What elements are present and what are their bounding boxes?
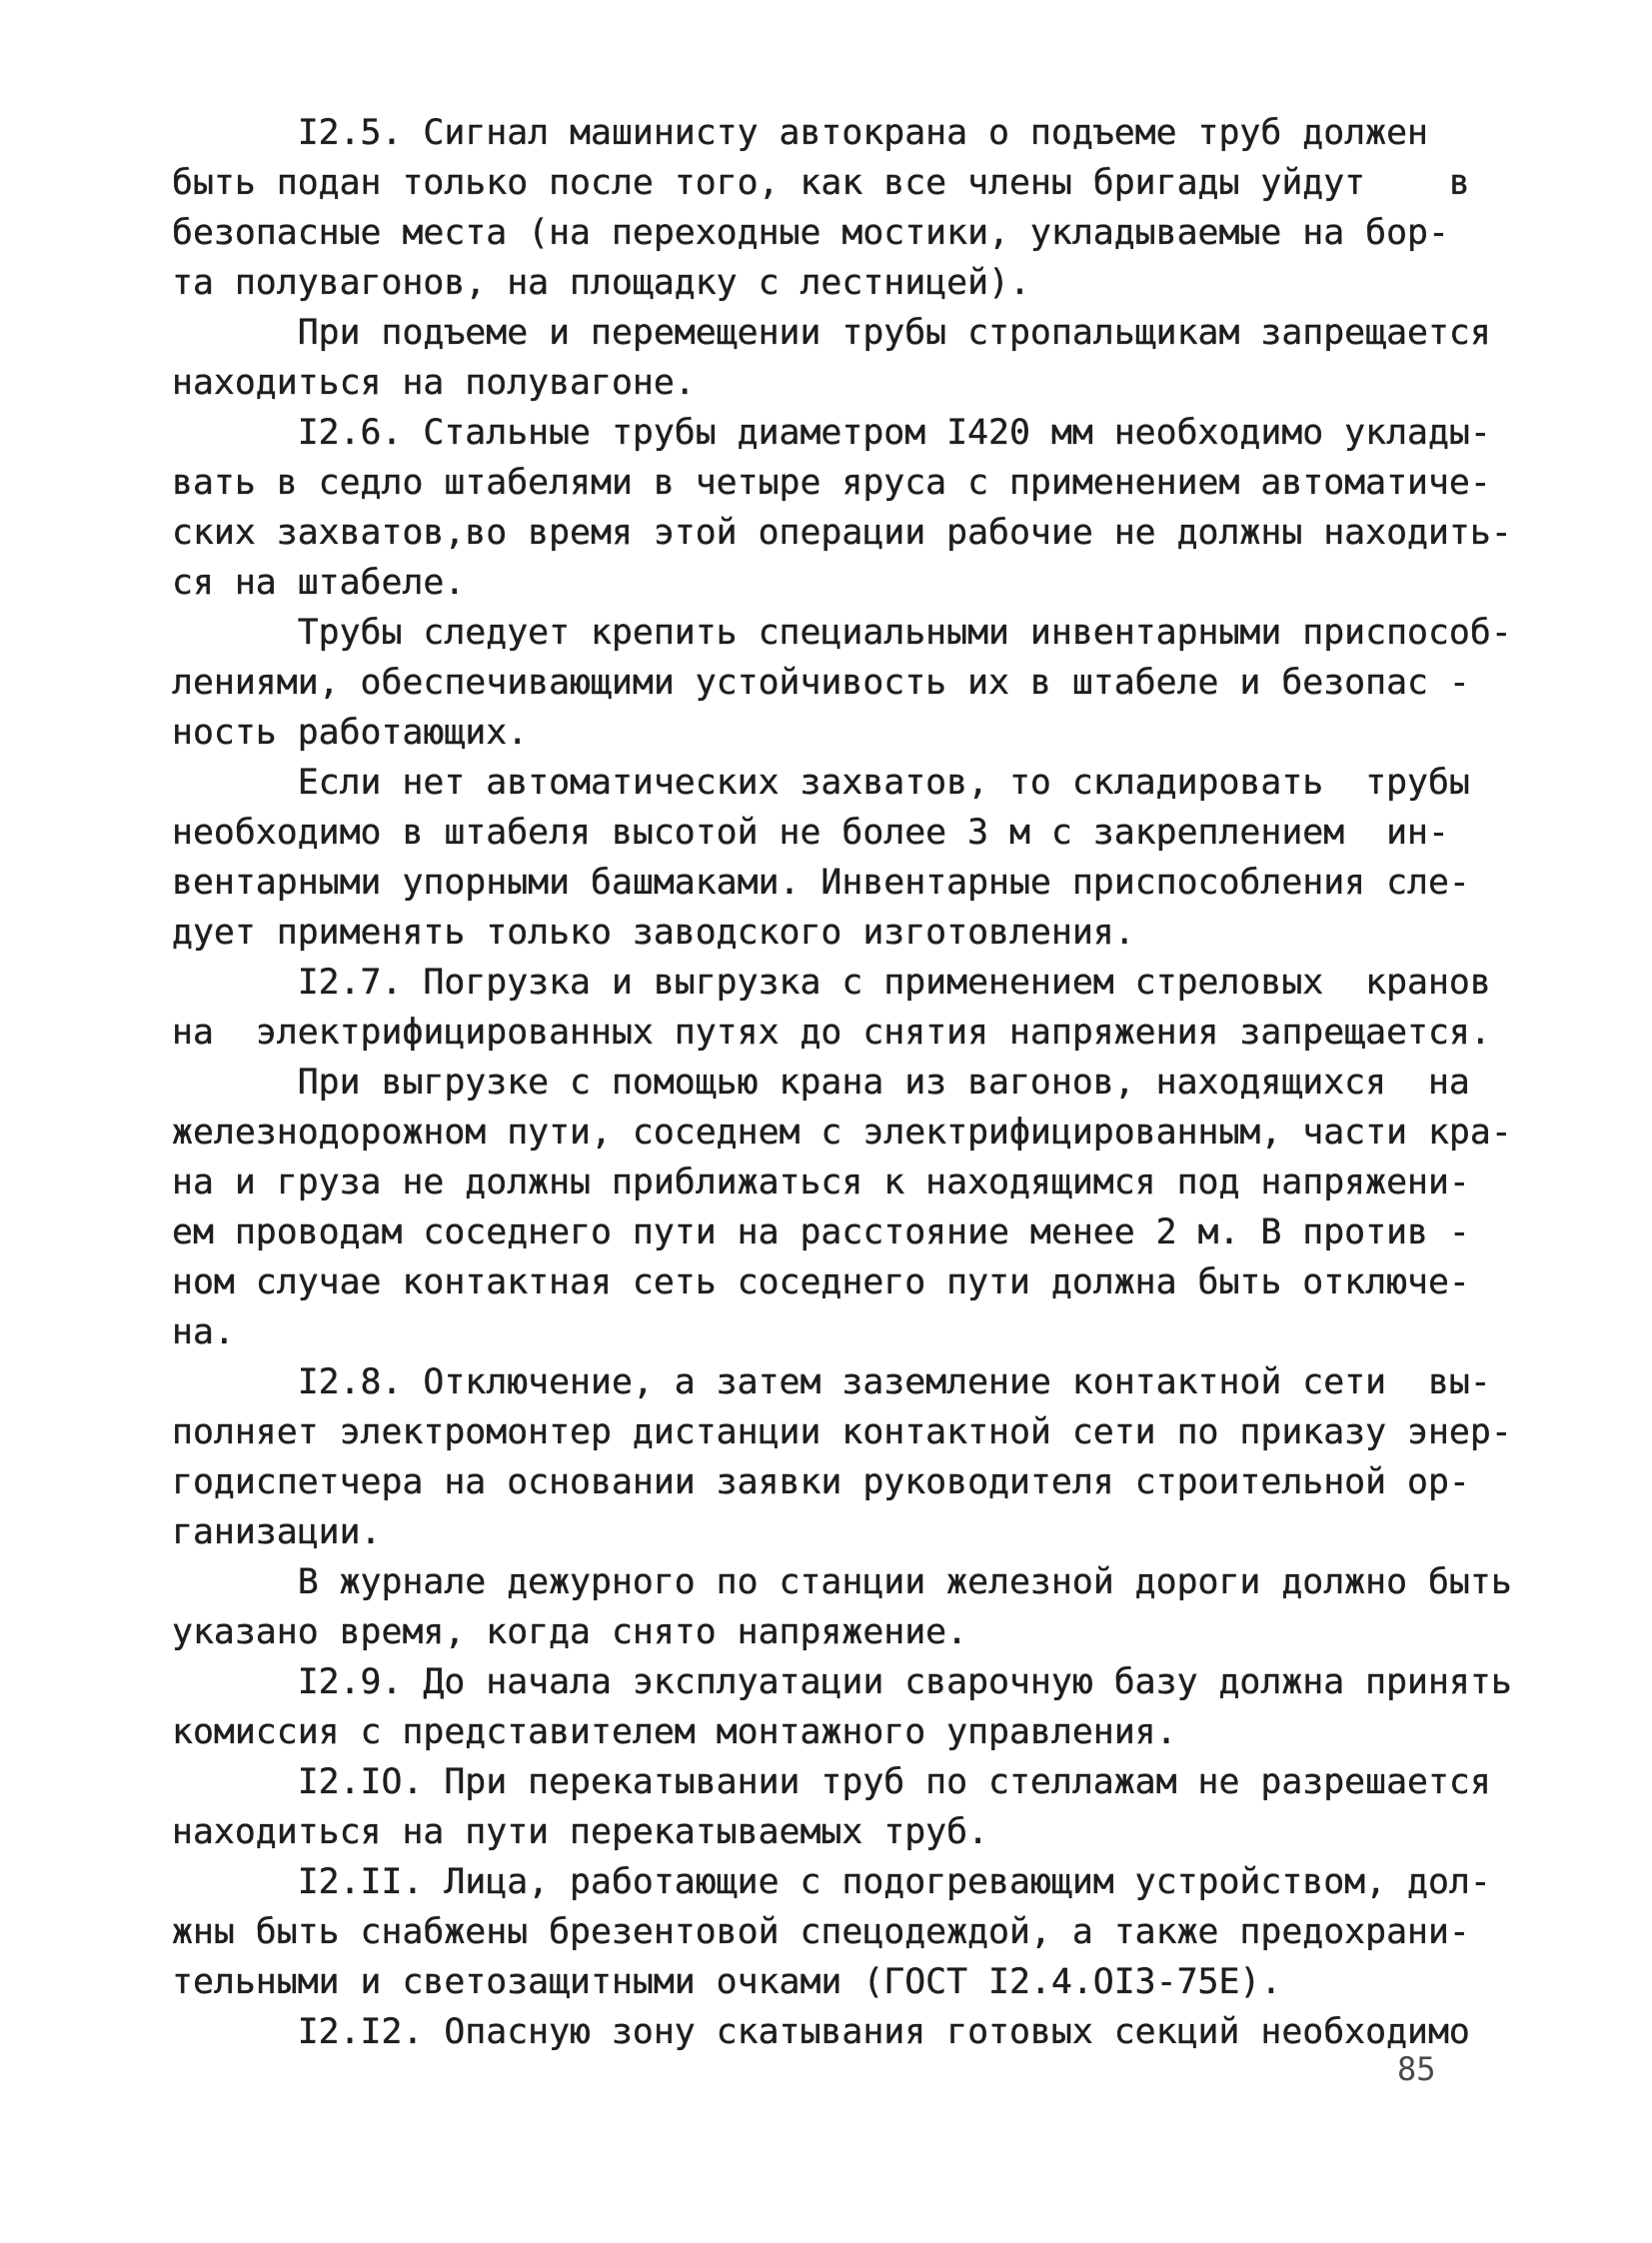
text-line: ем проводам соседнего пути на расстояние менее 2 м. В против - — [172, 1212, 1470, 1252]
text-line: на и груза не должны приближаться к находящимся под напряжени- — [172, 1162, 1470, 1202]
body-text — [172, 108, 1512, 2057]
text-line: годиспетчера на основании заявки руководителя строительной ор- — [172, 1462, 1470, 1502]
text-line: Трубы следует крепить специальными инвентарными приспособ- — [172, 613, 1512, 653]
text-line: I2.7. Погрузка и выгрузка с применением стреловых кранов — [172, 963, 1491, 1003]
text-line: комиссия с представителем монтажного управления. — [172, 1712, 1177, 1752]
text-line: на электрифицированных путях до снятия напряжения запрещается. — [172, 1013, 1491, 1053]
text-line: I2.8. Отключение, а затем заземление контактной сети вы- — [172, 1362, 1491, 1402]
text-line: В журнале дежурного по станции железной дороги должно быть — [172, 1562, 1512, 1602]
text-line: быть подан только после того, как все члены бригады уйдут в — [172, 163, 1470, 203]
text-line: жны быть снабжены брезентовой спецодеждой, а также предохрани- — [172, 1912, 1470, 1952]
text-line: При подъеме и перемещении трубы стропальщикам запрещается — [172, 313, 1491, 353]
text-line: на. — [172, 1312, 235, 1352]
text-line: I2.5. Сигнал машинисту автокрана о подъеме труб должен — [172, 113, 1428, 153]
text-line: находиться на пути перекатываемых труб. — [172, 1812, 989, 1852]
text-line: вентарными упорными башмаками. Инвентарные приспособления сле- — [172, 863, 1470, 903]
text-line: I2.9. До начала эксплуатации сварочную базу должна принять — [172, 1662, 1512, 1702]
text-line: находиться на полувагоне. — [172, 363, 696, 403]
text-line: I2.II. Лица, работающие с подогревающим устройством, дол- — [172, 1862, 1491, 1902]
text-line: При выгрузке с помощью крана из вагонов, находящихся на — [172, 1063, 1470, 1103]
page-number: 85 — [1397, 2050, 1436, 2088]
text-line: безопасные места (на переходные мостики, укладываемые на бор- — [172, 213, 1449, 253]
text-line: I2.I2. Опасную зону скатывания готовых секций необходимо — [172, 2012, 1470, 2052]
text-line: необходимо в штабеля высотой не более 3 м с закреплением ин- — [172, 813, 1449, 853]
text-line: вать в седло штабелями в четыре яруса с применением автоматиче- — [172, 463, 1491, 503]
text-line: I2.IO. При перекатывании труб по стеллажам не разрешается — [172, 1762, 1491, 1802]
text-line: лениями, обеспечивающими устойчивость их в штабеле и безопас - — [172, 663, 1470, 703]
text-line: тельными и светозащитными очками (ГОСТ I2.4.OI3-75Е). — [172, 1962, 1282, 2002]
text-line: I2.6. Стальные трубы диаметром I420 мм необходимо уклады- — [172, 413, 1491, 453]
text-line: ся на штабеле. — [172, 563, 466, 603]
text-line: Если нет автоматических захватов, то складировать трубы — [172, 763, 1470, 803]
text-line: полняет электромонтер дистанции контактной сети по приказу энер- — [172, 1412, 1512, 1452]
text-line: ность работающих. — [172, 713, 529, 753]
text-line: ских захватов,во время этой операции рабочие не должны находить- — [172, 513, 1512, 553]
text-line: указано время, когда снято напряжение. — [172, 1612, 968, 1652]
text-line: железнодорожном пути, соседнем с электрифицированным, части кра- — [172, 1113, 1512, 1152]
text-line: ганизации. — [172, 1512, 382, 1552]
text-line: дует применять только заводского изготовления. — [172, 913, 1135, 953]
text-line: та полувагонов, на площадку с лестницей). — [172, 263, 1030, 303]
text-line: ном случае контактная сеть соседнего пути должна быть отключе- — [172, 1262, 1470, 1302]
